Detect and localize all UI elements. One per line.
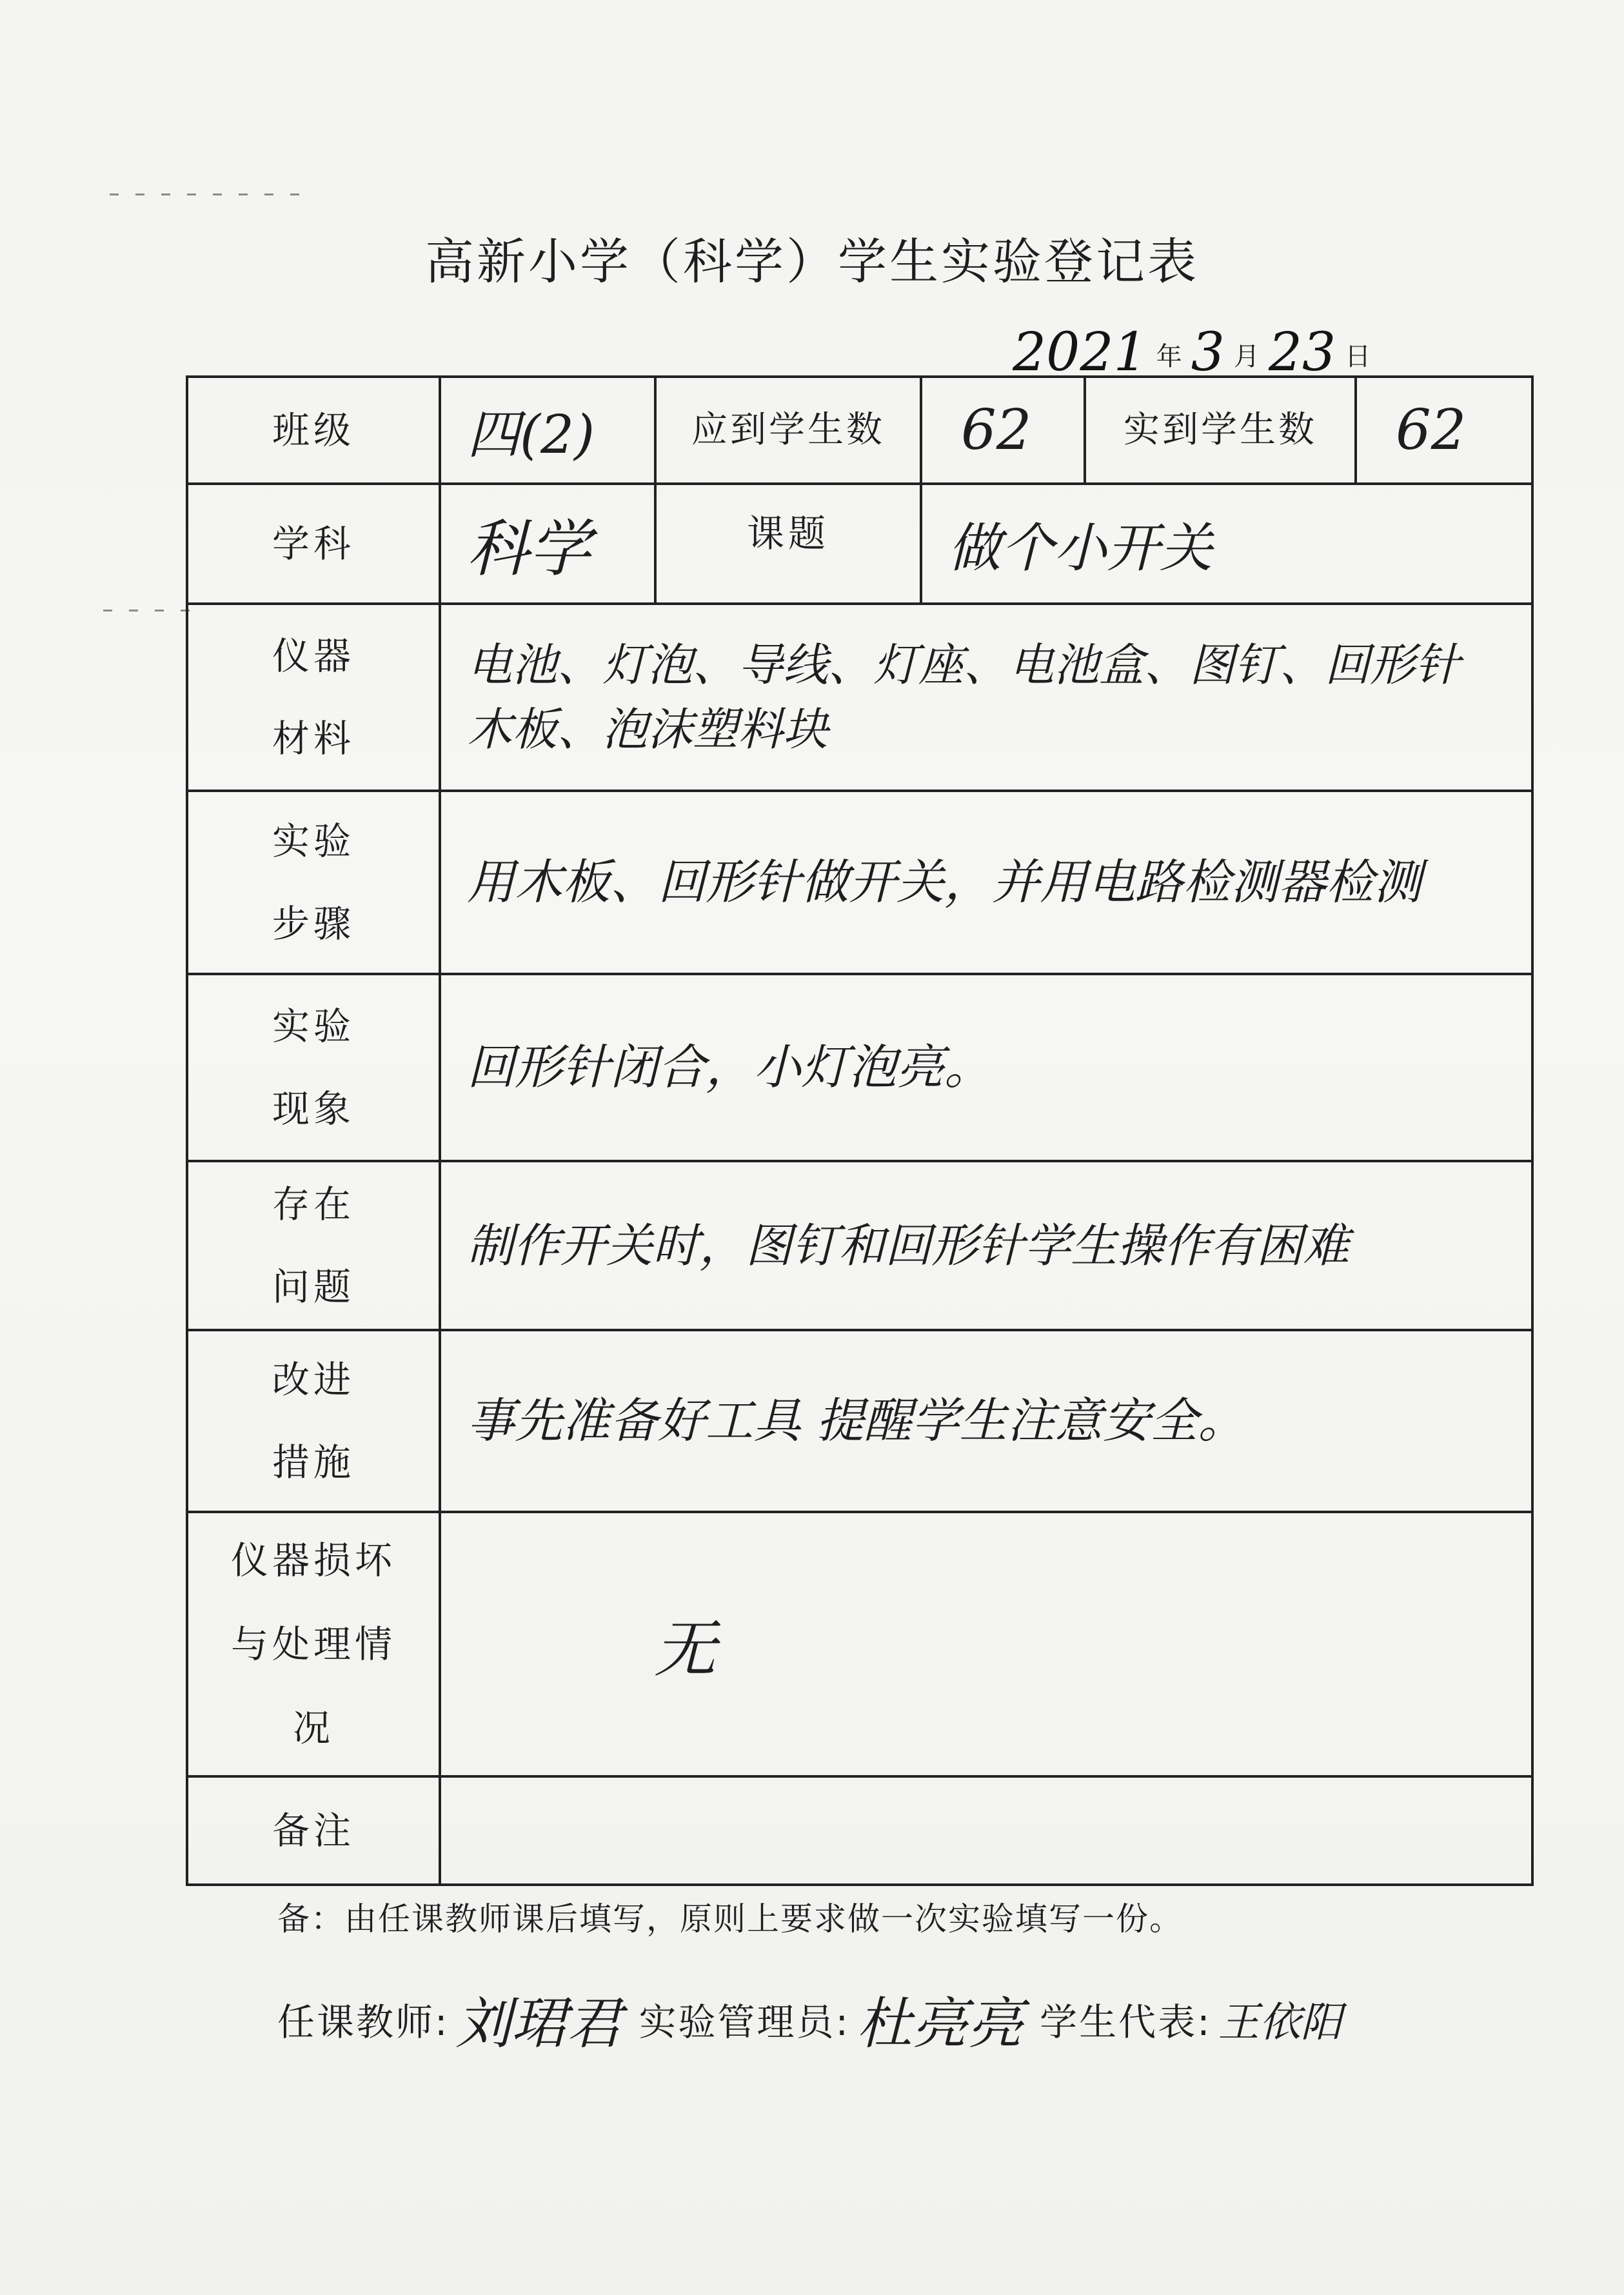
- footnote: 备：由任课教师课后填写，原则上要求做一次实验填写一份。: [277, 1900, 1183, 1938]
- date-year: 2021: [1013, 322, 1147, 383]
- improvements-label-line-2: 措施: [272, 1440, 355, 1484]
- subject-label: 学科: [187, 484, 440, 604]
- steps-label-line-1: 实验: [272, 819, 355, 863]
- row-steps: [187, 791, 1532, 974]
- date-year-unit: 年: [1156, 342, 1182, 372]
- materials-value-line-2: 木板、泡沫塑料块: [467, 703, 828, 756]
- row-problems: [187, 1161, 1532, 1330]
- student-rep-label: 学生代表:: [1040, 2000, 1212, 2044]
- date-month: 3: [1191, 322, 1225, 383]
- damage-label-line-3: 况: [292, 1706, 334, 1750]
- remarks-value: [440, 1776, 1532, 1885]
- row-subject: [187, 484, 1532, 604]
- materials-value: [440, 604, 1532, 791]
- row-materials: [187, 604, 1532, 791]
- materials-label: [187, 604, 440, 791]
- student-rep-signature: 王依阳: [1218, 1999, 1342, 2047]
- row-improvements: [187, 1330, 1532, 1512]
- subject-value: 科学: [440, 484, 655, 604]
- row-damage: [187, 1512, 1532, 1776]
- signature-row: [277, 1974, 1359, 2064]
- damage-label-line-2: 与处理情: [230, 1622, 396, 1666]
- row-class: [187, 377, 1532, 484]
- teacher-signature: 刘珺君: [455, 1992, 622, 2056]
- materials-label-line-2: 材料: [272, 717, 355, 760]
- phenomenon-label-line-2: 现象: [272, 1087, 355, 1131]
- expected-students-label: 应到学生数: [655, 377, 921, 484]
- manager-label: 实验管理员:: [639, 2000, 851, 2044]
- phenomenon-label: [187, 974, 440, 1161]
- materials-label-line-1: 仪器: [272, 634, 355, 678]
- row-remarks: [187, 1776, 1532, 1885]
- steps-value: 用木板、回形针做开关，并用电路检测器检测: [440, 791, 1532, 974]
- steps-label: [187, 791, 440, 974]
- problems-label: [187, 1161, 440, 1330]
- topic-label: 课题: [655, 484, 921, 604]
- date-month-unit: 月: [1233, 342, 1260, 372]
- remarks-label: 备注: [187, 1776, 440, 1885]
- phenomenon-value: 回形针闭合，小灯泡亮。: [440, 974, 1532, 1161]
- topic-value: 做个小开关: [921, 484, 1532, 604]
- improvements-label: [187, 1330, 440, 1512]
- class-value: 四(2): [440, 377, 655, 484]
- problems-label-line-2: 问题: [272, 1265, 355, 1309]
- manager-signature: 杜亮亮: [857, 1992, 1024, 2056]
- damage-label-line-1: 仪器损坏: [230, 1538, 396, 1582]
- experiment-register-table: [186, 375, 1534, 1886]
- problems-label-line-1: 存在: [272, 1182, 355, 1226]
- phenomenon-label-line-1: 实验: [272, 1004, 355, 1048]
- class-label: 班级: [187, 377, 440, 484]
- actual-students-label: 实到学生数: [1085, 377, 1356, 484]
- date-day-unit: 日: [1345, 342, 1371, 372]
- expected-students-value: 62: [921, 377, 1085, 484]
- decorative-dash-line: [103, 610, 193, 611]
- steps-label-line-2: 步骤: [272, 902, 355, 946]
- date-day: 23: [1268, 322, 1336, 383]
- teacher-label: 任课教师:: [277, 2000, 450, 2044]
- actual-students-value: 62: [1356, 377, 1532, 484]
- row-phenomenon: [187, 974, 1532, 1161]
- form-title: 高新小学（科学）学生实验登记表: [425, 233, 1199, 290]
- damage-label: [187, 1512, 440, 1776]
- damage-value: 无: [440, 1512, 1532, 1776]
- form-date: [1013, 308, 1371, 383]
- improvements-label-line-1: 改进: [272, 1358, 355, 1402]
- improvements-value: 事先准备好工具 提醒学生注意安全。: [440, 1330, 1532, 1512]
- materials-value-line-1: 电池、灯泡、导线、灯座、电池盒、图钉、回形针: [467, 639, 1460, 691]
- decorative-dash-line: [110, 194, 303, 195]
- problems-value: 制作开关时，图钉和回形针学生操作有困难: [440, 1161, 1532, 1330]
